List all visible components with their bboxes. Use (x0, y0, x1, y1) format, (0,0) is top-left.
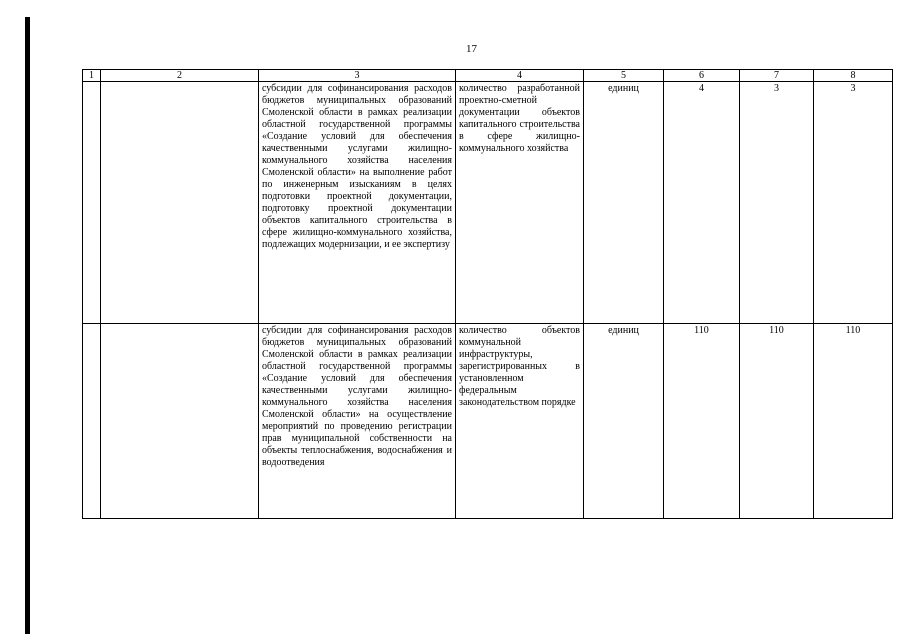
value-cell-col7: 110 (740, 324, 814, 519)
table-row (83, 324, 893, 519)
column-header: 3 (259, 70, 456, 82)
column-number-row (83, 70, 893, 82)
indicator-name-cell: количество объектов коммунальной инфраструктуры, зарегистрированных в установленном федеральным законодательством порядке (456, 324, 584, 519)
value-cell-col6: 4 (664, 82, 740, 324)
value-cell-col8: 110 (814, 324, 893, 519)
value-cell-col7: 3 (740, 82, 814, 324)
program-cell (101, 82, 259, 324)
column-header: 6 (664, 70, 740, 82)
column-header: 5 (584, 70, 664, 82)
column-header: 2 (101, 70, 259, 82)
indicator-table (82, 69, 893, 519)
unit-cell: единиц (584, 82, 664, 324)
measure-description-cell: субсидии для софинансирования расходов бюджетов муниципальных образований Смоленской области в рамках реализации областной государственной программы «Создание условий для обеспечения качественными услугами жилищно-коммунального хозяйства населения Смоленской области» на осуществление мероприятий по проведению регистрации прав муниципальной собственности на объекты теплоснабжения, водоснабжения и водоотведения (259, 324, 456, 519)
column-header: 4 (456, 70, 584, 82)
value-cell-col8: 3 (814, 82, 893, 324)
program-cell (101, 324, 259, 519)
page-number: 17 (466, 43, 477, 55)
column-header: 7 (740, 70, 814, 82)
unit-cell: единиц (584, 324, 664, 519)
measure-description-cell: субсидии для софинансирования расходов бюджетов муниципальных образований Смоленской области в рамках реализации областной государственной программы «Создание условий для обеспечения качественными услугами жилищно-коммунального хозяйства населения Смоленской области» на выполнение работ по инженерным изысканиям в целях подготовки проектной документации, подготовку проектной документации объектов капитального строительства в сфере жилищно-коммунального хозяйства, подлежащих модернизации, и ее экспертизу (259, 82, 456, 324)
column-header: 1 (83, 70, 101, 82)
scan-edge-bar (25, 17, 30, 634)
indicator-name-cell: количество разработанной проектно-сметной документации объектов капитального строительства в сфере жилищно-коммунального хозяйства (456, 82, 584, 324)
value-cell-col6: 110 (664, 324, 740, 519)
row-index-cell (83, 324, 101, 519)
column-header: 8 (814, 70, 893, 82)
row-index-cell (83, 82, 101, 324)
table-row (83, 82, 893, 324)
